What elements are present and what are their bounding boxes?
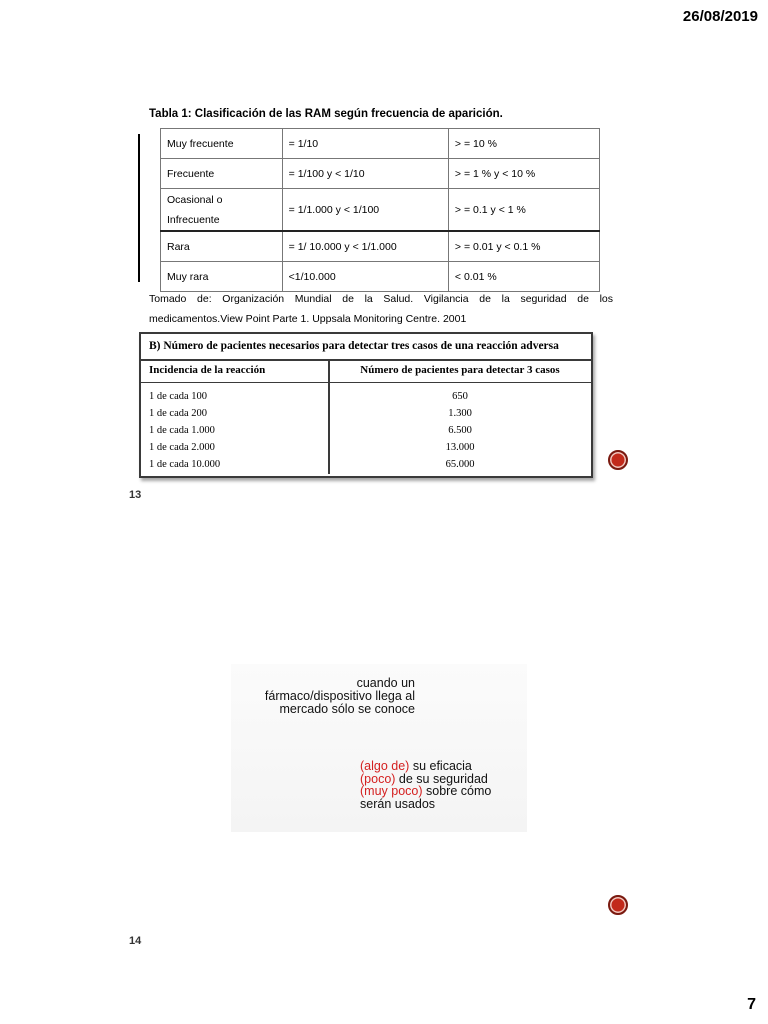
table-row bbox=[161, 129, 600, 159]
slide14-image bbox=[231, 664, 527, 832]
frequency-percent: > = 0.1 y < 1 % bbox=[448, 189, 599, 232]
table1-source-citation: Tomado de: Organización Mundial de la Salud. Vigilancia de la seguridad de los medicamentos.View Point Parte 1. Uppsala Monitoring Centre. 2001 bbox=[149, 293, 613, 325]
frequency-percent: > = 10 % bbox=[448, 129, 599, 159]
table-row bbox=[141, 422, 591, 439]
header-patients: Número de pacientes para detectar 3 casos bbox=[360, 364, 560, 376]
table-row bbox=[161, 189, 600, 232]
table2-header-row bbox=[141, 359, 591, 383]
incidence-cell: 1 de cada 100 bbox=[149, 391, 208, 402]
emphasis-text: (muy poco) bbox=[360, 784, 423, 798]
table-row bbox=[161, 159, 600, 189]
point-text: sobre cómo bbox=[422, 784, 492, 798]
table-row bbox=[141, 439, 591, 456]
frequency-label: Rara bbox=[161, 231, 283, 262]
table-row bbox=[141, 388, 591, 405]
patients-cell: 65.000 bbox=[445, 459, 475, 470]
frequency-ratio: <1/10.000 bbox=[282, 262, 448, 292]
frequency-ratio: = 1/ 10.000 y < 1/1.000 bbox=[282, 231, 448, 262]
red-circle-bullet-icon bbox=[608, 895, 628, 915]
intro-line: mercado sólo se conoce bbox=[279, 702, 415, 716]
ram-frequency-table bbox=[160, 128, 600, 292]
point-text: serán usados bbox=[360, 796, 436, 811]
slide-number-14: 14 bbox=[129, 935, 142, 947]
patients-cell: 1.300 bbox=[448, 408, 472, 419]
frequency-percent: < 0.01 % bbox=[448, 262, 599, 292]
frequency-ratio: = 1/10 bbox=[282, 129, 448, 159]
point-text: su eficacia bbox=[409, 759, 472, 773]
intro-line: cuando un bbox=[356, 676, 415, 690]
incidence-cell: 1 de cada 200 bbox=[149, 408, 208, 419]
patients-cell: 650 bbox=[452, 391, 468, 402]
table-row bbox=[161, 262, 600, 292]
frequency-label: Muy rara bbox=[161, 262, 283, 292]
page-number: 7 bbox=[747, 996, 756, 1013]
emphasis-text: (algo de) bbox=[360, 759, 410, 773]
table2-title: B) Número de pacientes necesarios para detectar tres casos de una reacción adversa bbox=[149, 340, 559, 352]
slide14-intro bbox=[240, 677, 415, 716]
slide-left-accent-bar bbox=[138, 134, 140, 282]
incidence-cell: 1 de cada 2.000 bbox=[149, 442, 215, 453]
table2-body bbox=[141, 388, 591, 473]
frequency-label-line: Infrecuente bbox=[167, 213, 220, 226]
handout-date: 26/08/2019 bbox=[682, 8, 758, 25]
table-row bbox=[141, 456, 591, 473]
patients-needed-table bbox=[139, 332, 593, 478]
table-row bbox=[141, 405, 591, 422]
incidence-cell: 1 de cada 10.000 bbox=[149, 459, 221, 470]
frequency-ratio: = 1/100 y < 1/10 bbox=[282, 159, 448, 189]
intro-line: fármaco/dispositivo llega al bbox=[264, 689, 415, 703]
incidence-cell: 1 de cada 1.000 bbox=[149, 425, 215, 436]
frequency-label: Muy frecuente bbox=[161, 129, 283, 159]
header-incidence: Incidencia de la reacción bbox=[149, 364, 266, 376]
list-item bbox=[360, 798, 491, 811]
point-text: de su seguridad bbox=[395, 771, 488, 786]
frequency-label-line: Ocasional o bbox=[167, 193, 223, 206]
slide-number-13: 13 bbox=[129, 489, 142, 501]
frequency-percent: > = 1 % y < 10 % bbox=[448, 159, 599, 189]
frequency-percent: > = 0.01 y < 0.1 % bbox=[448, 231, 599, 262]
patients-cell: 6.500 bbox=[448, 425, 472, 436]
emphasis-text: (poco) bbox=[360, 771, 396, 786]
patients-cell: 13.000 bbox=[445, 442, 475, 453]
frequency-ratio: = 1/1.000 y < 1/100 bbox=[282, 189, 448, 232]
frequency-label bbox=[161, 189, 283, 232]
table1-title: Tabla 1: Clasificación de las RAM según frecuencia de aparición. bbox=[149, 108, 503, 120]
frequency-label: Frecuente bbox=[161, 159, 283, 189]
table-row bbox=[161, 231, 600, 262]
slide14-points bbox=[360, 760, 491, 810]
red-circle-bullet-icon bbox=[608, 450, 628, 470]
